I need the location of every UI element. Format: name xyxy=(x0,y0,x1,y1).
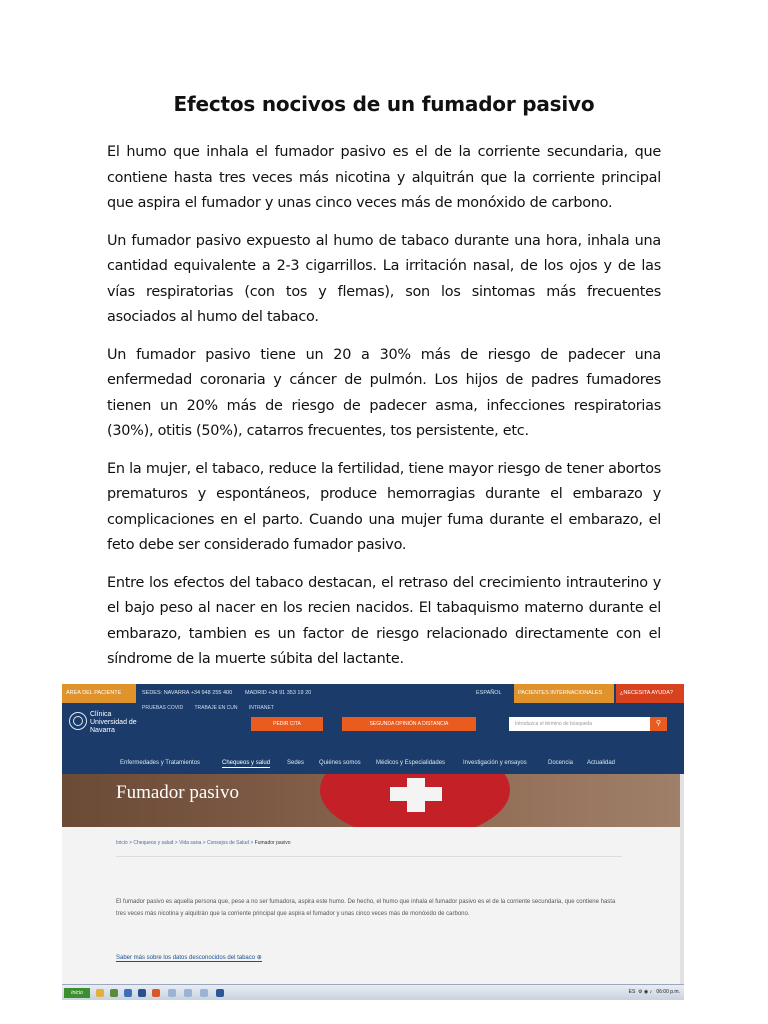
covid-link: PRUEBAS COVID xyxy=(142,705,184,711)
browser-icon xyxy=(152,989,160,997)
more-info-link: Saber más sobre los datos desconocidos del tabaco ⊕ xyxy=(116,955,262,961)
more-info-link-label: Saber más sobre los datos desconocidos del tabaco xyxy=(116,955,256,961)
app-icon xyxy=(124,989,132,997)
clock: 06:00 p.m. xyxy=(656,989,680,995)
app-icon xyxy=(110,989,118,997)
hero-banner xyxy=(62,774,684,827)
website-topbar xyxy=(62,684,684,703)
breadcrumb-current: Fumador pasivo xyxy=(254,840,291,846)
divider xyxy=(116,856,622,857)
system-tray: ES ⚙ ◉ ♪ 06:00 p.m. xyxy=(628,989,680,995)
scrollbar xyxy=(680,774,684,984)
folder-icon xyxy=(96,989,104,997)
word-icon xyxy=(216,989,224,997)
document-title: Efectos nocivos de un fumador pasivo xyxy=(173,92,595,116)
nav-item-active: Chequeos y salud xyxy=(222,760,271,766)
cross-symbol xyxy=(390,787,442,801)
help-link: ¿NECESITA AYUDA? xyxy=(616,684,684,703)
nav-item: Actualidad xyxy=(587,760,616,766)
embedded-website-screenshot xyxy=(62,684,684,1000)
window-icon xyxy=(200,989,208,997)
site-search-input: Introduzca el término de búsqueda xyxy=(509,717,667,731)
paragraph: Un fumador pasivo tiene un 20 a 30% más de riesgo de padecer una enfermedad coronaria y cáncer de pulmón. Los hijos de padres fumadores tienen un 20% más de riesgo de padecer asma, infecciones respiratorias (30%), otitis (50%), catarros frecuentes, tos persistente, etc. xyxy=(107,346,661,439)
jobs-link: TRABAJE EN CUN xyxy=(194,705,238,711)
breadcrumb-item: Inicio xyxy=(116,840,128,846)
language-indicator: ES xyxy=(628,989,636,995)
nav-item: Médicos y Especialidades xyxy=(376,760,446,766)
nav-item: Enfermedades y Tratamientos xyxy=(120,760,201,766)
madrid-phone: MADRID +34 91 353 19 20 xyxy=(245,690,312,696)
university-seal-icon xyxy=(69,712,87,730)
breadcrumb-item: Vida sana xyxy=(179,840,202,846)
pedir-cita-button: PEDIR CITA xyxy=(251,717,323,731)
paragraph: El humo que inhala el fumador pasivo es el de la corriente secundaria, que contiene hasta tres veces más nicotina y alquitrán que la corriente principal que aspira el fumador y unas cinco veces más de monóxido de carbono. xyxy=(107,144,661,211)
article-text: El fumador pasivo es aquella persona que, pese a no ser fumadora, aspira este humo. De hecho, el humo que inhala el fumador pasivo es el de la corriente secundaria, que contiene hasta tres veces más nicotina y alquitrán que la corriente principal que aspira el fumador y unas cinco veces más de monóxido de carbono. xyxy=(116,899,616,917)
nav-item: Sedes xyxy=(287,760,305,766)
segunda-opinion-button: SEGUNDA OPINIÓN A DISTANCIA xyxy=(342,717,476,731)
intranet-link: INTRANET xyxy=(248,705,274,711)
window-icon xyxy=(184,989,192,997)
nav-item: Quiénes somos xyxy=(319,760,361,766)
paragraph: Un fumador pasivo expuesto al humo de tabaco durante una hora, inhala una cantidad equivalente a 2-3 cigarrillos. La irritación nasal, de los ojos y de las vías respiratorias (con tos y flemas), son los sintomas más frecuentes asociados al humo del tabaco. xyxy=(107,232,661,325)
nav-item: Investigación y ensayos xyxy=(463,760,527,766)
start-button: Inicio xyxy=(64,988,90,998)
sub-links xyxy=(142,705,284,711)
nav-item: Docencia xyxy=(548,760,574,766)
site-logo: Clínica Universidad de Navarra xyxy=(90,711,137,734)
app-icon xyxy=(138,989,146,997)
search-icon: ⚲ xyxy=(650,717,667,731)
sedes-phone: SEDES: NAVARRA +34 948 255 400 xyxy=(142,690,233,696)
window-icon xyxy=(168,989,176,997)
international-patients-link: PACIENTES INTERNACIONALES xyxy=(514,684,614,703)
breadcrumb: Inicio > Chequeos y salud > Vida sana > Consejos de Salud > Fumador pasivo xyxy=(116,840,291,846)
area-paciente-link: ÁREA DEL PACIENTE xyxy=(62,684,136,703)
hero-title: Fumador pasivo xyxy=(116,782,239,803)
windows-taskbar xyxy=(62,984,684,1000)
paragraph: En la mujer, el tabaco, reduce la fertilidad, tiene mayor riesgo de tener abortos prematuros y espontáneos, produce hemorragias durante el embarazo y complicaciones en el parto. Cuando una mujer fuma durante el embarazo, el feto debe ser considerado fumador pasivo. xyxy=(107,460,661,553)
website-nav xyxy=(62,755,684,774)
breadcrumb-item: Consejos de Salud xyxy=(206,840,249,846)
paragraph: Entre los efectos del tabaco destacan, el retraso del crecimiento intrauterino y el bajo peso al nacer en los recien nacidos. El tabaquismo materno durante el embarazo, tambien es un factor de riesgo relacionado directamente con el síndrome de la muerte súbita del lactante. xyxy=(107,574,661,667)
website-header xyxy=(62,703,684,755)
breadcrumb-item: Chequeos y salud xyxy=(133,840,174,846)
language-selector: ESPAÑOL xyxy=(476,690,502,696)
document-body xyxy=(107,140,661,685)
